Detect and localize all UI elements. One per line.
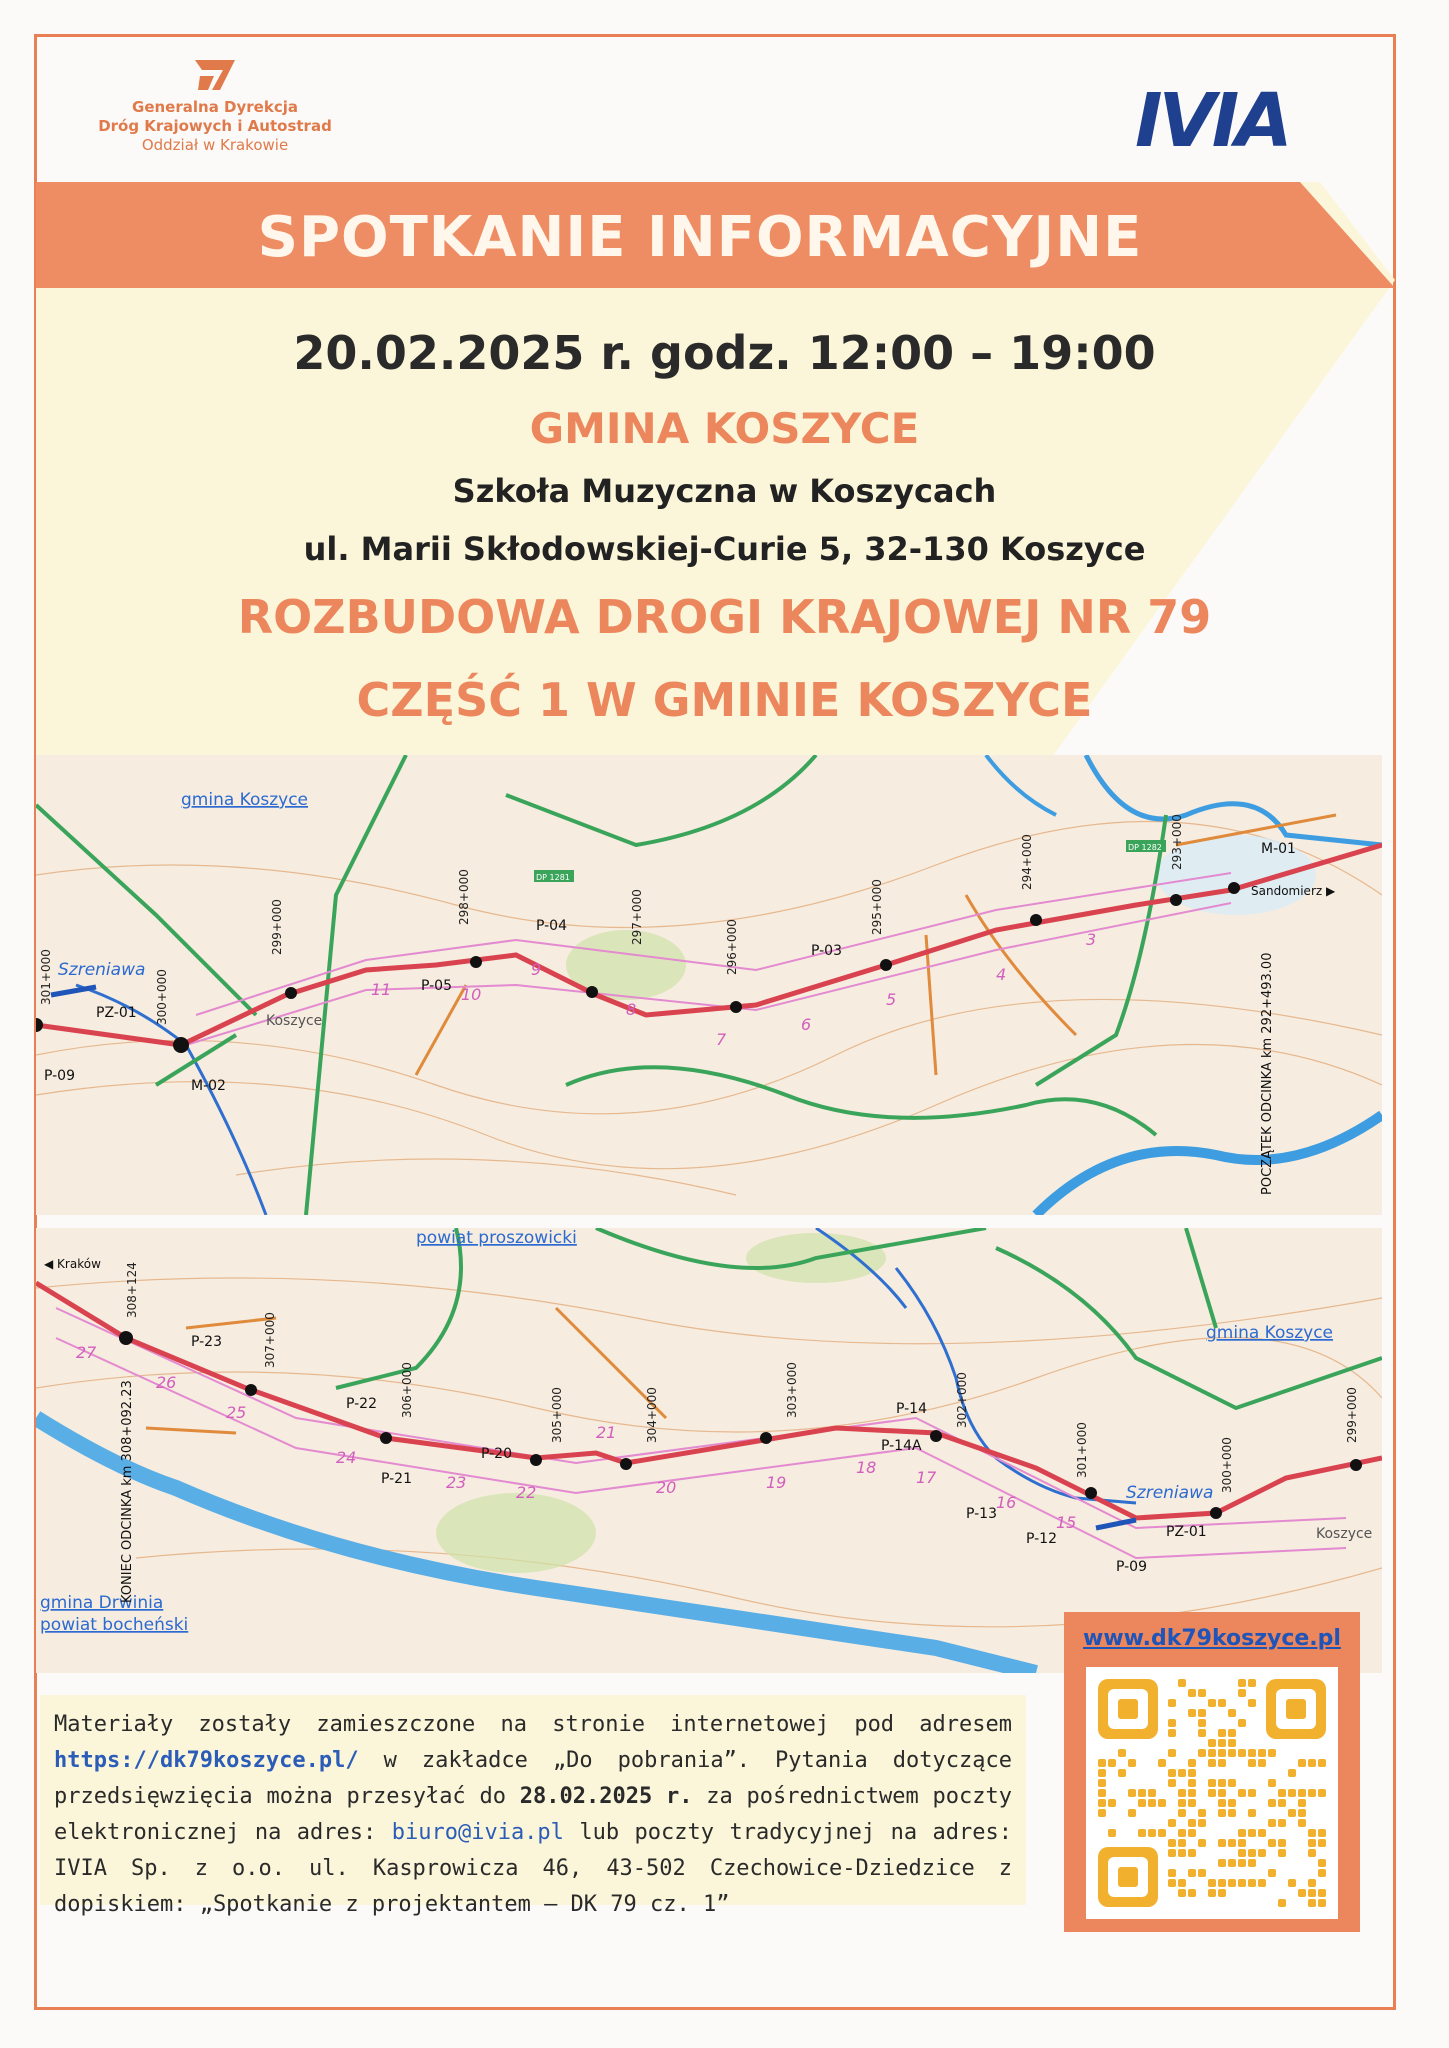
svg-text:gmina Koszyce: gmina Koszyce (1206, 1323, 1334, 1343)
svg-text:294+000: 294+000 (1020, 834, 1034, 890)
svg-text:6: 6 (801, 1015, 812, 1034)
svg-text:POCZĄTEK ODCINKA km 292+493.0: POCZĄTEK ODCINKA km 292+493.00 (1260, 952, 1275, 1195)
svg-text:P-13: P-13 (966, 1506, 998, 1522)
gddkia-line3: Oddział w Krakowie (141, 136, 289, 154)
banner-title: SPOTKANIE INFORMACYJNE (257, 205, 1143, 270)
qr-code-icon[interactable] (1086, 1667, 1338, 1919)
svg-text:18: 18 (856, 1458, 877, 1477)
svg-text:308+124: 308+124 (125, 1262, 139, 1318)
svg-text:P-23: P-23 (191, 1334, 223, 1350)
gddkia-line2: Dróg Krajowych i Autostrad (98, 117, 332, 135)
svg-text:21: 21 (596, 1423, 617, 1442)
svg-text:26: 26 (156, 1373, 177, 1392)
svg-text:22: 22 (516, 1483, 537, 1502)
info-text-box (40, 1695, 1026, 1917)
svg-text:3: 3 (1086, 930, 1097, 949)
svg-text:299+000: 299+000 (1345, 1387, 1359, 1443)
svg-text:P-12: P-12 (1026, 1531, 1058, 1547)
svg-text:19: 19 (766, 1473, 787, 1492)
project-title-line2: CZĘŚĆ 1 W GMINIE KOSZYCE (356, 673, 1093, 727)
ivia-logo: IVIA (1135, 78, 1289, 164)
gddkia-logo (80, 52, 350, 155)
svg-text:P-14A: P-14A (881, 1438, 922, 1454)
svg-text:10: 10 (461, 985, 482, 1004)
info-text-2: w zakładce „Do pobrania”. Pytania dotyczące przedsięwzięcia można przesyłać do (54, 1748, 1012, 1809)
svg-text:307+000: 307+000 (263, 1312, 277, 1368)
svg-text:11: 11 (371, 980, 392, 999)
event-gmina: GMINA KOSZYCE (529, 404, 920, 453)
svg-text:301+000: 301+000 (1075, 1422, 1089, 1478)
info-text-3: za pośrednictwem poczty elektronicznej na adres: (54, 1784, 1012, 1845)
svg-text:295+000: 295+000 (870, 879, 884, 935)
svg-text:305+000: 305+000 (550, 1387, 564, 1443)
svg-text:DP 1282: DP 1282 (1128, 843, 1162, 852)
map-bottom-powiat-label: powiat proszowicki (416, 1228, 577, 1248)
svg-text:Sandomierz ▶: Sandomierz ▶ (1251, 884, 1336, 898)
svg-text:P-03: P-03 (811, 943, 843, 959)
qr-url-link[interactable]: www.dk79koszyce.pl (1083, 1626, 1341, 1651)
svg-text:P-09: P-09 (1116, 1559, 1148, 1575)
route-map-top (36, 755, 1382, 1215)
svg-text:23: 23 (446, 1473, 467, 1492)
svg-text:16: 16 (996, 1493, 1017, 1512)
svg-text:296+000: 296+000 (725, 919, 739, 975)
svg-text:299+000: 299+000 (270, 899, 284, 955)
svg-text:302+000: 302+000 (955, 1372, 969, 1428)
svg-text:Koszyce: Koszyce (1316, 1526, 1373, 1542)
svg-text:PZ-01: PZ-01 (1166, 1524, 1207, 1540)
website-link[interactable]: https://dk79koszyce.pl/ (54, 1748, 359, 1773)
svg-text:7: 7 (716, 1030, 727, 1049)
event-address: ul. Marii Skłodowskiej-Curie 5, 32-130 Koszyce (303, 530, 1146, 568)
email-link[interactable]: biuro@ivia.pl (391, 1820, 564, 1845)
svg-text:300+000: 300+000 (155, 969, 169, 1025)
svg-text:P-05: P-05 (421, 978, 453, 994)
deadline-date: 28.02.2025 r. (519, 1784, 693, 1809)
svg-text:Koszyce: Koszyce (266, 1013, 323, 1029)
svg-text:304+000: 304+000 (645, 1387, 659, 1443)
svg-text:25: 25 (226, 1403, 247, 1422)
svg-text:297+000: 297+000 (630, 889, 644, 945)
svg-text:20: 20 (656, 1478, 677, 1497)
svg-text:4: 4 (996, 965, 1007, 984)
svg-text:M-02: M-02 (191, 1078, 226, 1094)
svg-text:293+000: 293+000 (1170, 814, 1184, 870)
svg-text:306+000: 306+000 (400, 1362, 414, 1418)
event-venue: Szkoła Muzyczna w Koszycach (452, 472, 997, 510)
route-map-bottom (36, 1228, 1382, 1673)
svg-text:300+000: 300+000 (1220, 1437, 1234, 1493)
svg-text:P-22: P-22 (346, 1396, 378, 1412)
qr-panel (1064, 1612, 1360, 1932)
svg-text:Szreniawa: Szreniawa (1126, 1483, 1214, 1503)
svg-text:27: 27 (76, 1343, 97, 1362)
map-top-gmina-label: gmina Koszyce (181, 790, 309, 810)
svg-text:P-14: P-14 (896, 1401, 928, 1417)
svg-text:gmina Drwinia: gmina Drwinia (40, 1593, 164, 1613)
km-label: 301+000 (39, 949, 53, 1005)
svg-text:9: 9 (531, 960, 542, 979)
svg-text:17: 17 (916, 1468, 937, 1487)
svg-text:DP 1281: DP 1281 (536, 873, 570, 882)
gddkia-mark-icon (190, 52, 240, 92)
event-date-time: 20.02.2025 r. godz. 12:00 – 19:00 (293, 326, 1156, 380)
svg-text:P-04: P-04 (536, 918, 568, 934)
svg-text:Szreniawa: Szreniawa (58, 960, 146, 980)
svg-text:8: 8 (626, 1000, 637, 1019)
svg-text:24: 24 (336, 1448, 357, 1467)
svg-text:5: 5 (886, 990, 897, 1009)
svg-text:powiat bocheński: powiat bocheński (40, 1615, 189, 1635)
svg-text:303+000: 303+000 (785, 1362, 799, 1418)
svg-text:15: 15 (1056, 1513, 1077, 1532)
svg-text:P-21: P-21 (381, 1471, 413, 1487)
project-title-line1: ROZBUDOWA DROGI KRAJOWEJ NR 79 (237, 590, 1212, 644)
svg-text:P-09: P-09 (44, 1068, 76, 1084)
svg-text:◀ Kraków: ◀ Kraków (44, 1257, 101, 1271)
svg-text:298+000: 298+000 (457, 869, 471, 925)
svg-text:M-01: M-01 (1261, 841, 1296, 857)
svg-text:P-20: P-20 (481, 1446, 513, 1462)
svg-text:KONIEC ODCINKA km 308+092.23: KONIEC ODCINKA km 308+092.23 (120, 1380, 135, 1603)
label-pz01: PZ-01 (96, 1005, 137, 1021)
gddkia-line1: Generalna Dyrekcja (132, 98, 298, 116)
info-text-4: lub poczty tradycyjnej na adres: IVIA Sp. z o.o. ul. Kasprowicza 46, 43-502 Czechowice-Dziedzice z dopiskiem: „Spotkanie z projektantem – DK 79 cz. 1” (54, 1820, 1012, 1917)
info-text-1: Materiały zostały zamieszczone na stronie internetowej pod adresem (54, 1712, 1012, 1737)
